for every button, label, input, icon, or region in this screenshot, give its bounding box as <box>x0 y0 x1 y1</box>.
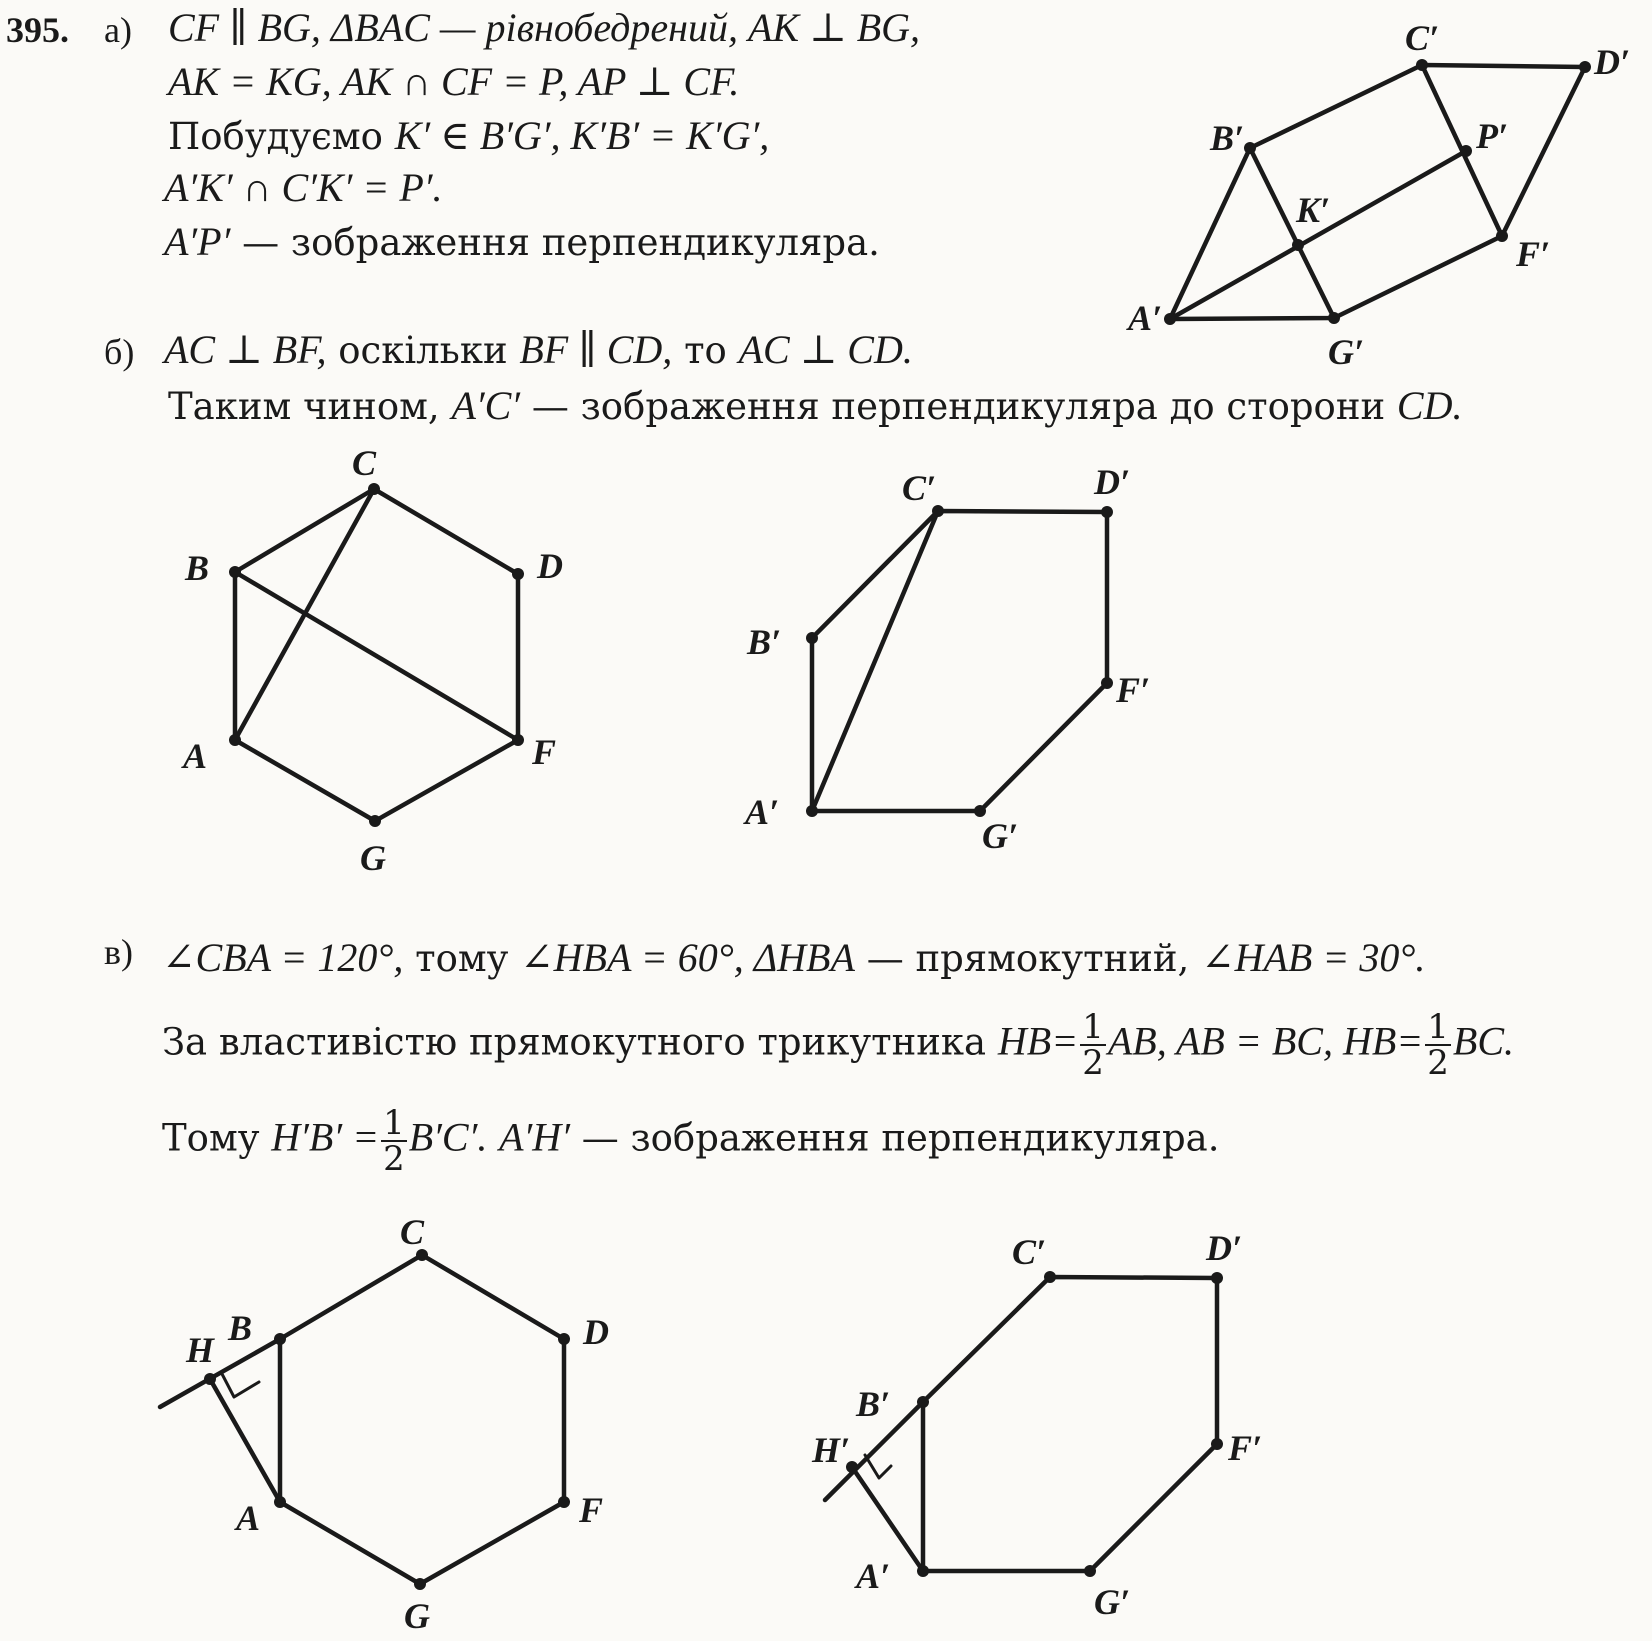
point <box>1292 239 1304 251</box>
label: A′ <box>856 1556 891 1596</box>
point <box>1496 230 1508 242</box>
label: G′ <box>1328 332 1365 372</box>
label: C <box>352 443 377 483</box>
label: F <box>579 1490 604 1530</box>
segment-a-c-prime <box>812 511 938 811</box>
part-c-l2-m2: AB, AB = BC, HB= <box>1107 1018 1424 1064</box>
point <box>414 1578 426 1590</box>
label: F′ <box>1116 670 1151 710</box>
label: B′ <box>1210 118 1245 158</box>
label: B′ <box>856 1384 891 1424</box>
part-c-l1-m2: ∠HBA = 60°, ΔHBA <box>520 935 855 980</box>
problem-number: 395. <box>6 10 69 50</box>
label: H <box>186 1330 215 1370</box>
frac-num: 1 <box>1427 1007 1449 1047</box>
point <box>558 1333 570 1345</box>
part-a-line2: AK = KG, AK ∩ CF = P, AP ⊥ CF. <box>168 59 740 104</box>
label: A′ <box>1128 298 1163 338</box>
point <box>512 568 524 580</box>
image-b-outline <box>812 511 1107 811</box>
figure-c-image <box>825 1277 1217 1571</box>
point <box>1084 1565 1096 1577</box>
label: B′ <box>747 622 782 662</box>
label: B <box>228 1308 253 1348</box>
label: F′ <box>1516 234 1551 274</box>
figure-a-outline <box>1170 65 1585 319</box>
part-a-line1: CF ∥ BG, ΔBAC — рівнобедрений, AK ⊥ BG, <box>168 5 921 50</box>
label: C′ <box>1012 1232 1047 1272</box>
label: D′ <box>1594 42 1631 82</box>
part-a-line5-math: A′P′ <box>164 219 231 264</box>
frac-num: 1 <box>1082 1007 1104 1047</box>
frac-den: 2 <box>1082 1043 1104 1083</box>
point <box>1244 142 1256 154</box>
segment-bf <box>235 572 518 740</box>
label: D′ <box>1094 462 1131 502</box>
image-c-outline <box>923 1277 1217 1571</box>
frac-num: 1 <box>383 1103 405 1143</box>
label: F′ <box>1228 1428 1263 1468</box>
point <box>917 1565 929 1577</box>
part-a-line3-prefix: Побудуємо <box>168 115 383 158</box>
part-c-l3-m1: H′B′ = <box>271 1114 380 1160</box>
point <box>369 815 381 827</box>
label: C <box>400 1212 425 1252</box>
frac-den: 2 <box>383 1139 405 1179</box>
point <box>274 1333 286 1345</box>
part-a-line4: A′K′ ∩ C′K′ = P′. <box>164 165 443 210</box>
part-a-line3-math: K′ ∈ B′G′, K′B′ = K′G′, <box>394 113 770 158</box>
part-c-l3-m3: A′H′ <box>499 1114 570 1160</box>
part-c-l2-m3: BC. <box>1452 1018 1515 1064</box>
label: C′ <box>1405 18 1440 58</box>
label: F <box>532 732 557 772</box>
part-c-l3-t1: Тому <box>162 1116 260 1160</box>
figure-c-hexagon <box>160 1255 564 1584</box>
part-c-l3-m2: B′C′. <box>408 1114 488 1160</box>
label: B <box>185 548 210 588</box>
point <box>1416 59 1428 71</box>
part-a-label: а) <box>104 10 132 50</box>
label: P′ <box>1476 116 1509 156</box>
part-c-l3-t2: — зображення перпендикуляра. <box>581 1116 1220 1160</box>
hexagon-c-outline <box>280 1255 564 1584</box>
point <box>512 734 524 746</box>
figure-a <box>1170 65 1585 319</box>
part-c-l2-m1: HB= <box>997 1018 1079 1064</box>
part-b-l1-t2: то <box>684 329 727 372</box>
point <box>1579 61 1591 73</box>
part-c-l1-t2: — прямокутний, <box>866 937 1190 980</box>
point <box>1044 1271 1056 1283</box>
label: G <box>404 1596 430 1636</box>
figure-b-hexagon <box>235 489 518 821</box>
point <box>204 1373 216 1385</box>
label: C′ <box>902 468 937 508</box>
label: A <box>236 1498 261 1538</box>
point <box>1211 1438 1223 1450</box>
point <box>274 1496 286 1508</box>
point <box>1460 145 1472 157</box>
point <box>1164 313 1176 325</box>
part-c-l2-t1: За властивістю прямокутного трикутника <box>162 1020 987 1064</box>
part-b-l1-t1: оскільки <box>338 329 508 372</box>
point <box>1211 1272 1223 1284</box>
part-b-label: б) <box>104 332 135 372</box>
figure-b-image <box>812 511 1107 811</box>
label: D <box>537 546 563 586</box>
part-b-l1-m1: AC ⊥ BF, <box>164 327 327 372</box>
segment-ah <box>210 1379 280 1502</box>
right-angle-mark <box>221 1372 259 1397</box>
point <box>1328 312 1340 324</box>
part-c-l1-t1: тому <box>415 937 509 980</box>
frac-den: 2 <box>1427 1043 1449 1083</box>
segment-ap <box>1170 151 1466 319</box>
point <box>1101 506 1113 518</box>
point <box>368 483 380 495</box>
point <box>229 566 241 578</box>
point <box>229 734 241 746</box>
label: D <box>583 1312 609 1352</box>
point <box>558 1496 570 1508</box>
label: A <box>183 736 208 776</box>
part-b-l2-t1: Таким чином, <box>168 385 440 428</box>
point <box>1101 677 1113 689</box>
point <box>806 632 818 644</box>
part-b-l2-m1: A′C′ <box>451 383 521 428</box>
label: A′ <box>745 792 780 832</box>
label: H′ <box>812 1430 851 1470</box>
part-b-l1-m3: AC ⊥ CD. <box>738 327 913 372</box>
label: D′ <box>1206 1228 1243 1268</box>
label: G <box>360 838 386 878</box>
point <box>917 1396 929 1408</box>
label: G′ <box>1094 1582 1131 1622</box>
part-c-l1-m1: ∠CBA = 120°, <box>162 935 404 980</box>
part-c-label: в) <box>104 932 133 972</box>
point <box>806 805 818 817</box>
part-c-l1-m3: ∠HAB = 30°. <box>1201 935 1426 980</box>
part-a-line5-text: — зображення перпендикуляра. <box>242 221 880 264</box>
label: K′ <box>1296 190 1331 230</box>
part-b-l2-m2: CD. <box>1396 383 1463 428</box>
label: G′ <box>982 816 1019 856</box>
part-b-l1-m2: BF ∥ CD, <box>519 327 673 372</box>
part-b-l2-t2: — зображення перпендикуляра до сторони <box>531 385 1386 428</box>
